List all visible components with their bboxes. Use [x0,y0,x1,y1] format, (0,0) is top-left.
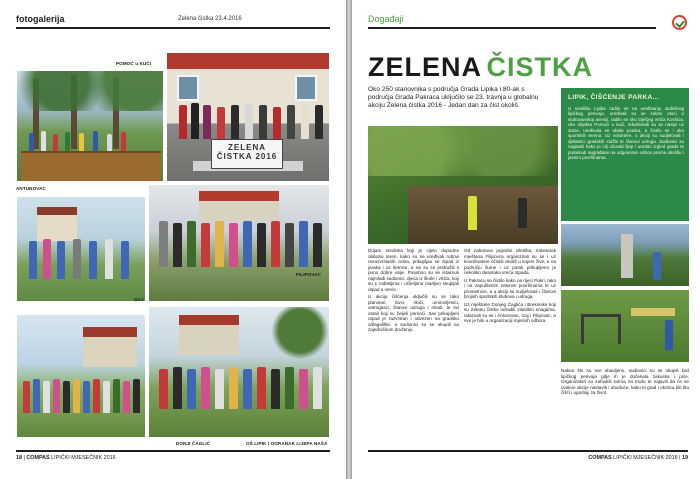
magazine-subtitle-left: LIPIČKI MJESEČNIK 2016 [51,455,116,461]
caption-pomoc-u-kuci: POMOĆ u KUĆI [116,61,152,66]
compas-logo-icon [672,15,687,30]
col2-paragraph: Uz mještane Donjeg Čaglića i Brekinske koji su Zelenu čistku odradili vlastitim snagama, odazvali su se i Antunovac, Gaj i Filipovac, a sve je bilo u organizaciji mjesnih odbora. [464,301,556,323]
article-column-2 [464,248,556,326]
photo-gaj [148,184,330,302]
section-label: Događaji [368,14,404,24]
article-column-3 [561,368,689,398]
col2-paragraph: Od zaborava pojedini izletišta, tridesetak mještana Filipovca organizirali su se i uz koordinatore očistili okoliš u kojem žive, a na području šume i uz potok prikupljeno je nekoliko desetaka vreća otpada. [464,248,556,275]
header-rule [16,27,330,29]
issue-date: Zelena čistka 23.4.2016 [178,16,242,22]
photo-donji-caglic [16,314,146,438]
title-word-2: ČISTKA [486,52,593,82]
photo-playground [561,290,689,362]
caption-donji-caglic: DONJI ČAGLIĆ [176,441,211,446]
magazine-name-left: COMPAS [26,455,50,461]
sidebar-box [561,88,689,221]
photo-filipovac [16,196,146,302]
photo-pomoc-u-kuci [166,52,330,182]
page-number-right: 19 [682,455,688,461]
magazine-subtitle-right: LIPIČKI MJESEČNIK 2016 [613,455,678,461]
photo-monument [561,224,689,286]
article-column-1 [368,248,459,335]
sign-text: ZELENA ČISTKA 2016 [216,143,278,161]
zelena-cistka-sign [211,139,283,169]
page-number-left: 18 [16,455,22,461]
col3-paragraph: Nakon što su sve obavljeno, sudionici su se okupili kod lipičkog perivoja gdje ih je dočekala zakuska i piće. Organizatori su zahvalili svima na trudu te najavili da će se ovakve akcije nastaviti i ubuduće, kako bi grad i okolica bili što čišći i ugodniji za život. [561,368,689,395]
title-word-1: ZELENA [368,52,482,82]
footer-right: COMPAS LIPIČKI MJESEČNIK 2016 | 19 [588,455,688,461]
photo-park-cleanup [368,126,558,244]
sidebar-title: LIPIK, ČIŠĆENJE PARKA... [568,94,659,101]
right-page [352,0,700,479]
article-lead: Oko 250 stanovnika s područja Grada Lipika i 80-ak s područja Grada Pakraca uključilo se 23. travnja u globalnu akciju Zelena čistka 2016 - Jedan dan za čist okoliš. [368,86,539,110]
footer-rule [16,450,330,452]
sidebar-text: U središtu Lipika radilo se na uređivanju stubišnog lipičkog perivoja, uređivali su se zeleni otoci u stukovanskoj aveniji, radilo se oko Dječjeg vrtića Kockica, oko objekta Pomoći u kući, rekultivirali su se nasipi uz staze, uređivala se obala potoka, a čistilo se i oko sportskih terena. Uz volontere, u akciji su sudjelovali i djelatnici gradskih službi te članovi udruga. Sudionici su naglasili kako je cilj očuvati lijep i uredan izgled grada te potaknuti sugrađane na odgovoran odnos prema okolišu i javnim površinama. [568,106,684,161]
section-label: fotogalerija [16,14,65,24]
footer-rule [368,450,688,452]
col2-paragraph: U Pakracu se čistilo kako na rijeci Pakri, tako i na zapuštenim zelenim površinama te uz prometnice, a u akciji su sudjelovali i članovi brojnih sportskih klubova i udruga. [464,277,556,299]
caption-filipovac: FILIPOVAC [296,272,322,277]
col1-paragraph: U akciju čišćenja uključili su se tako planinari, lovci, ribiči, umirovljenici, vatrogasci, članovi udruga i mladi, te svi ostali koji su željeli pomoći. Sav prikupljeni otpad je razvrstan i odvezen na gradsko odlagalište, a sudionici su se okupili na zajedničkom druženju. [368,294,459,332]
col1-paragraph: Dojam sredinka koji je cijelo dopodne obilazio teren, kako su se uređivali rubovi nerazvrstanih cesta, prikupljao se otpad iz jaraka i uz šetnice, a svi su se pridružili s puno dobre volje. Posebno su se istaknuli najmlađi sudionici, djeca iz škole i vrtića, koji su s roditeljima i učiteljima marljivo skupljali otpad u vreće. [368,248,459,292]
caption-gaj: GAJ [134,297,144,302]
article-title [368,52,593,82]
caption-antunovac: ANTUNOVAC [16,186,46,191]
photo-antunovac [16,70,164,182]
footer-left: 18 | COMPAS LIPIČKI MJESEČNIK 2016 [16,455,116,461]
header-rule [368,27,656,29]
magazine-name-right: COMPAS [588,455,612,461]
left-page [0,0,346,479]
caption-os-lipik: OŠ LIPIK I OGRANAK LIJEPA NAŠA [246,441,328,446]
photo-os-lipik [148,306,330,438]
